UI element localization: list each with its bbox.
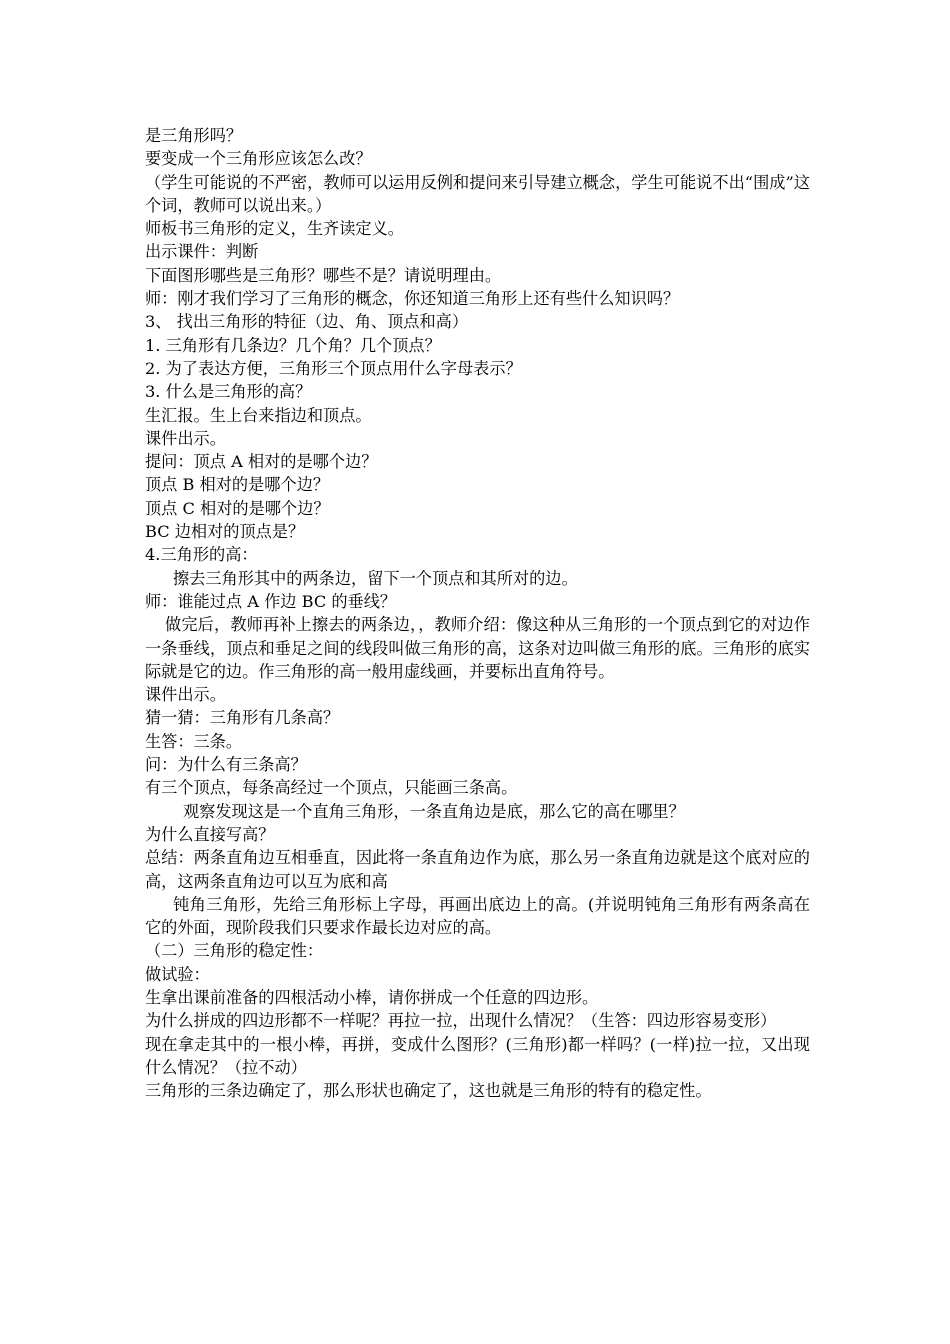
paragraph: 钝角三角形，先给三角形标上字母，再画出底边上的高。(并说明钝角三角形有两条高在它的外面，现阶段我们只要求作最长边对应的高。	[145, 894, 810, 938]
paragraph: 师：谁能过点 A 作边 BC 的垂线？	[145, 591, 397, 611]
paragraph: 出示课件：判断	[145, 242, 259, 262]
paragraph: 生拿出课前准备的四根活动小棒，请你拼成一个任意的四边形。	[145, 987, 599, 1007]
paragraph: 有三个顶点，每条高经过一个顶点，只能画三条高。	[145, 778, 518, 798]
paragraph: 观察发现这是一个直角三角形，一条直角边是底，那么它的高在哪里？	[183, 801, 685, 821]
list-item: 2. 为了表达方便，三角形三个顶点用什么字母表示？	[145, 358, 522, 378]
paragraph: （学生可能说的不严密，教师可以运用反例和提问来引导建立概念，学生可能说不出“围成”这个词，教师可以说出来。）	[145, 172, 810, 215]
paragraph: 现在拿走其中的一根小棒，再拼，变成什么图形？(三角形)都一样吗？(一样)拉一拉，又出现什么情况？（拉不动）	[145, 1034, 810, 1077]
paragraph: 为什么拼成的四边形都不一样呢？再拉一拉，出现什么情况？（生答：四边形容易变形）	[145, 1011, 777, 1031]
paragraph: 做试验：	[145, 964, 210, 984]
paragraph: 生答：三条。	[145, 731, 243, 751]
paragraph: 要变成一个三角形应该怎么改？	[145, 149, 372, 169]
list-item: 3. 什么是三角形的高？	[145, 382, 312, 402]
paragraph: 是三角形吗？	[145, 126, 243, 145]
paragraph: 师板书三角形的定义，生齐读定义。	[145, 219, 404, 239]
paragraph: 生汇报。生上台来指边和顶点。	[145, 405, 372, 425]
paragraph: 问：为什么有三条高？	[145, 755, 307, 775]
paragraph: 师：刚才我们学习了三角形的概念，你还知道三角形上还有些什么知识吗？	[145, 289, 680, 309]
section-heading: 4.三角形的高：	[145, 545, 258, 565]
paragraph: 提问：顶点 A 相对的是哪个边？	[145, 452, 378, 472]
paragraph: 课件出示。	[145, 685, 226, 705]
section-heading: （二）三角形的稳定性：	[145, 941, 324, 961]
paragraph: 为什么直接写高？	[145, 824, 275, 844]
paragraph: 三角形的三条边确定了，那么形状也确定了，这也就是三角形的特有的稳定性。	[145, 1081, 712, 1101]
paragraph: 做完后，教师再补上擦去的两条边，，教师介绍：像这种从三角形的一个顶点到它的对边作一条垂线，顶点和垂足之间的线段叫做三角形的高，这条对边叫做三角形的底。三角形的底实际就是它的边。作三角形的高一般用虚线画，并要标出直角符号。	[145, 615, 810, 681]
section-heading: 3、 找出三角形的特征（边、角、顶点和高）	[145, 312, 469, 332]
paragraph: 擦去三角形其中的两条边，留下一个顶点和其所对的边。	[173, 568, 578, 588]
paragraph: 顶点 B 相对的是哪个边？	[145, 475, 330, 495]
paragraph: 下面图形哪些是三角形？哪些不是？请说明理由。	[145, 265, 502, 285]
paragraph: 猜一猜：三角形有几条高？	[145, 708, 340, 728]
document-page	[145, 124, 810, 1102]
paragraph: BC 边相对的顶点是？	[145, 522, 305, 542]
paragraph: 课件出示。	[145, 428, 226, 448]
list-item: 1. 三角形有几条边？几个角？几个顶点？	[145, 335, 441, 355]
paragraph: 总结：两条直角边互相垂直，因此将一条直角边作为底，那么另一条直角边就是这个底对应的高，这两条直角边可以互为底和高	[145, 848, 810, 891]
paragraph: 顶点 C 相对的是哪个边？	[145, 498, 330, 518]
